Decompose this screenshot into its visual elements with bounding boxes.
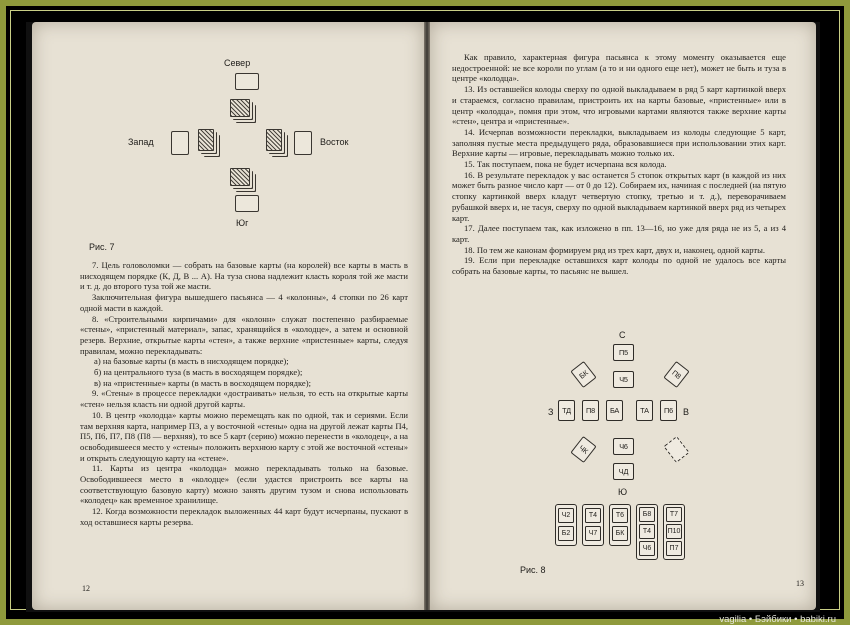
- watermark: vagilia • Бэйбики • babiki.ru: [719, 614, 836, 625]
- fig8-pile-card: БК: [612, 526, 628, 541]
- fig8-card: Ч6: [613, 438, 634, 455]
- paragraph: 10. В центр «колодца» карты можно перемещать как по одной, так и сериями. Если там верхняя карта, например П3, а у восточной «стены» одна на другой лежат карты П4, П5, П6, П7, П8 (П8 — верхняя), то все 5 карт (серию) можно перенести в «колодец», а на освободившееся место у «стены» положить верхнюю карту с этой же восточной «стены» и открыть следующую карту на «стене».: [80, 409, 408, 463]
- fig8-card: ЧД: [613, 463, 634, 480]
- paragraph: 16. В результате перекладок у вас останется 5 стопок открытых карт (в каждой из них может быть разное число карт — от 0 до 12). Собираем их, начиная с последней (на пятую стопку картинкой вверх кладут четвертую стопку, третью и т. д.), переворачиваем рубашкой вверх и, не тасуя, сверху по одной выкладываем картинкой вверх ряд из четырех карт.: [452, 169, 786, 223]
- fig7-east-label: Восток: [320, 137, 349, 147]
- fig8-pile: [663, 504, 685, 560]
- fig8-pile: [582, 504, 604, 546]
- paragraph: Как правило, характерная фигура пасьянса к этому моменту оказывается еще недостроенной: не все короли по углам (а то и ни одного еще нет), может не быть и туза в центре «колодца».: [452, 52, 786, 84]
- list-item: в) на «пристенные» карты (в масть в восходящем порядке);: [94, 377, 311, 388]
- paragraph: 14. Исчерпав возможности перекладки, выкладываем из колоды следующие 5 карт, заполняя пустые места предыдущего ряда, образовавшиеся при использовании этих карт. Верхние карты — игровые, перекладывать можно только их.: [452, 126, 786, 159]
- paragraph: 15. Так поступаем, пока не будет исчерпана вся колода.: [464, 159, 667, 170]
- fig7-deck: [230, 168, 250, 186]
- paragraph: 18. По тем же канонам формируем ряд из трех карт, двух и, наконец, одной карты.: [464, 244, 766, 255]
- list-item: б) на центрального туза (в масть в восходящем порядке);: [94, 367, 303, 378]
- paragraph: Заключительная фигура вышедшего пасьянса — 4 «колонны», 4 стопки по 26 карт одной масти в каждой.: [80, 292, 408, 313]
- paragraph: 19. Если при перекладке оставшихся карт колоды по одной не удалось все карты собрать на базовые карты, то пасьянс не вышел.: [452, 255, 786, 277]
- fig8-card: ЧК: [570, 436, 596, 463]
- fig8-south-label: Ю: [618, 487, 628, 497]
- fig8-card: Ч5: [613, 371, 634, 388]
- fig7-deck: [266, 129, 282, 151]
- fig8-card: ТА: [636, 400, 653, 421]
- fig8-north-label: С: [619, 330, 626, 340]
- fig8-pile-card: Т7: [666, 507, 682, 522]
- fig7-south-label: Юг: [236, 218, 249, 228]
- fig8-pile: [555, 504, 577, 546]
- fig7-slot: [171, 131, 189, 155]
- page-number-right: 13: [796, 579, 804, 588]
- fig8-west-label: З: [548, 407, 554, 417]
- paragraph: 9. «Стены» в процессе перекладки «достраивать» нельзя, то есть на открытые карты «стен» нельзя класть ни одной другой карты.: [80, 388, 408, 410]
- fig7-north-label: Север: [224, 58, 251, 68]
- fig8-pile-card: Т6: [612, 508, 628, 523]
- book-spread: [26, 22, 820, 612]
- fig8-pile-card: П7: [666, 541, 682, 556]
- left-page-text: [80, 260, 408, 528]
- fig8-card: П8: [663, 361, 689, 388]
- fig8-pile-card: Б8: [639, 507, 655, 522]
- fig8-pile-card: Ч2: [558, 508, 574, 523]
- fig7-slot: [235, 195, 259, 212]
- fig8-card: ТД: [558, 400, 575, 421]
- paragraph: 7. Цель головоломки — собрать на базовые карты (на королей) все карты в масть в нисходящем порядке (К, Д, В ... А). На туза снова надлежит класть короля той же масти и т. д. до второго туза той же масти.: [80, 260, 408, 292]
- list-item: а) на базовые карты (в масть в нисходящем порядке);: [94, 356, 289, 367]
- fig8-east-label: В: [683, 407, 690, 417]
- paragraph: 8. «Строительными кирпичами» для «колонн» служат постепенно разбираемые «стены», «пристенный материал», запас, хранящийся в «колодце», а затем и основной резерв. Верхние, открытые карты «стен», а также верхние «пристенные» карты, следуя правилам, можно перекладывать:: [80, 313, 408, 356]
- fig7-deck: [198, 129, 214, 151]
- fig7-deck: [230, 99, 250, 117]
- fig8-pile: [609, 504, 631, 546]
- fig8-pile-card: Б2: [558, 526, 574, 541]
- fig8-pile-card: Ч7: [585, 526, 601, 541]
- fig8-caption: Рис. 8: [520, 565, 546, 575]
- page-number-left: 12: [82, 584, 90, 593]
- fig7-west-label: Запад: [128, 137, 154, 147]
- fig7-slot: [294, 131, 312, 155]
- fig8-card: П8: [582, 400, 599, 421]
- fig8-card: БК: [570, 361, 596, 388]
- fig8-pile-card: Т4: [639, 524, 655, 539]
- fig8-pile-card: П10: [666, 524, 682, 539]
- fig7-caption: Рис. 7: [89, 242, 115, 252]
- paragraph: 12. Когда возможности перекладок выложенных 44 карт будут исчерпаны, пускают в ход оставшиеся карты резерва.: [80, 506, 408, 527]
- right-page-text: [452, 52, 786, 277]
- paragraph: 13. Из оставшейся колоды сверху по одной выкладываем в ряд 5 карт картинкой вверх и стараемся, согласно правилам, пристроить их на карты базовые, «пристенные» или в центр «колодца», помня при этом, что игровыми картами являются также верхние карты «стен», центра и «пристенные».: [452, 84, 786, 127]
- right-page: [430, 22, 816, 610]
- fig8-card: П6: [660, 400, 677, 421]
- fig8-pile-card: Т4: [585, 508, 601, 523]
- fig7-slot: [235, 73, 259, 90]
- paragraph: 17. Далее поступаем так, как изложено в пп. 13—16, но уже для ряда не из 5, а из 4 карт.: [452, 223, 786, 244]
- left-page: [32, 22, 424, 610]
- fig8-card: БА: [606, 400, 623, 421]
- fig8-pile: [636, 504, 658, 560]
- fig8-card: П5: [613, 344, 634, 361]
- fig8-pile-card: Ч6: [639, 541, 655, 556]
- fig8-empty-slot: [663, 436, 689, 463]
- paragraph: 11. Карты из центра «колодца» можно перекладывать только на базовые. Освободившееся место в «колодце» (если удастся пристроить все карты на соответствующую базовую карту) можно занять другим тузом и снова использовать «колодец» как временное хранилище.: [80, 463, 408, 506]
